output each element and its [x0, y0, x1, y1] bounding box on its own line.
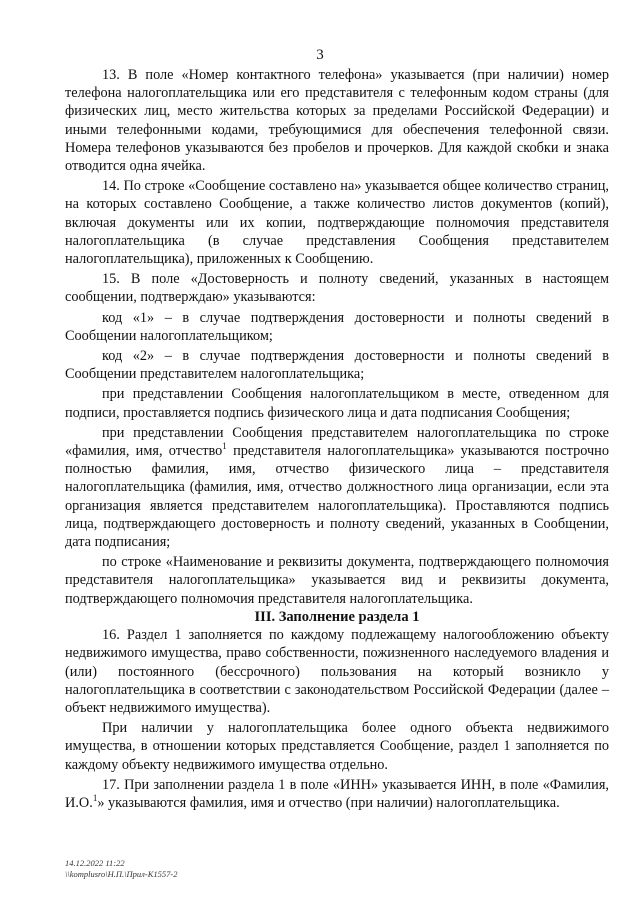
paragraph-15-representative-text-b: представителя налогоплательщика» указываются построчно полностью фамилия, имя, отчество физического лица – представителя налогоплательщика (фамилия, имя, отчество должностного лица организации, если эта организация является представителем налогоплательщика). Проставляются подпись лица, подтверждающего достоверность и полноту сведений, указанных в Сообщении, дата подписания; — [65, 443, 609, 551]
footer — [65, 858, 177, 880]
footer-date: 14.12.2022 11:22 — [65, 858, 125, 868]
paragraph-15-taxpayer: при представлении Сообщения налогоплательщиком в месте, отведенном для подписи, проставляется подпись физического лица и дата подписания Сообщения; — [65, 386, 609, 421]
footnote-marker: 1 — [222, 441, 227, 452]
paragraph-17-text-b: » указываются фамилия, имя и отчество (при наличии) налогоплательщика. — [97, 794, 560, 811]
footer-path: \\komplusro\Н.П.\Прил-К1557-2 — [65, 869, 178, 879]
paragraph-14: 14. По строке «Сообщение составлено на» указывается общее количество страниц, на которых составлено Сообщение, а также количество листов документов (копий), включая документы или их копии, подтверждающие полномочия представителя налогоплательщика (в случае представления Сообщения представителем налогоплательщика), приложенных к Сообщению. — [65, 178, 609, 268]
paragraph-16: 16. Раздел 1 заполняется по каждому подлежащему налогообложению объекту недвижимого имущества, право собственности, пожизненного наследуемого владения и (или) постоянного (бессрочного) пользования на который возникло у налогоплательщика в соответствии с законодательством Российской Федерации (далее – объект недвижимого имущества). — [65, 627, 609, 716]
paragraph-15-representative — [65, 424, 609, 551]
paragraph-15-code-2: код «2» – в случае подтверждения достоверности и полноты сведений в Сообщении представителем налогоплательщика; — [65, 348, 609, 383]
paragraph-16-b: При наличии у налогоплательщика более одного объекта недвижимого имущества, в отношении которых представляется Сообщение, раздел 1 заполняется по каждому объекту недвижимого имущества отдельно. — [65, 720, 609, 773]
footnote-marker: 1 — [92, 793, 98, 804]
paragraph-15-code-1: код «1» – в случае подтверждения достоверности и полноты сведений в Сообщении налогоплательщиком; — [65, 309, 609, 344]
paragraph-15-document: по строке «Наименование и реквизиты документа, подтверждающего полномочия представителя налогоплательщика» указывается вид и реквизиты документа, подтверждающего полномочия представителя налогоплательщика. — [65, 554, 609, 607]
paragraph-15: 15. В поле «Достоверность и полноту сведений, указанных в настоящем сообщении, подтверждаю» указываются: — [65, 271, 609, 306]
paragraph-17 — [65, 776, 609, 812]
paragraph-13: 13. В поле «Номер контактного телефона» указывается (при наличии) номер телефона налогоплательщика или его представителя с телефонным кодом страны (для физических лиц, место жительства которых за пределами Российской Федерации) и иными телефонными кодами, требующимися для обеспечения телефонной связи. Номера телефонов указываются без пробелов и прочерков. Для каждой скобки и знака отводится одна ячейка. — [65, 67, 609, 175]
paragraph-17-text-a: 17. При заполнении раздела 1 в поле «ИНН» указывается ИНН, в поле «Фамилия, И.О. — [65, 776, 609, 811]
page-number: 3 — [316, 47, 324, 63]
paragraph-15-representative-text-a: при представлении Сообщения представителем налогоплательщика по строке «фамилия, имя, отчество — [65, 424, 609, 460]
section-title: III. Заполнение раздела 1 — [254, 608, 420, 625]
document-body — [65, 66, 609, 812]
